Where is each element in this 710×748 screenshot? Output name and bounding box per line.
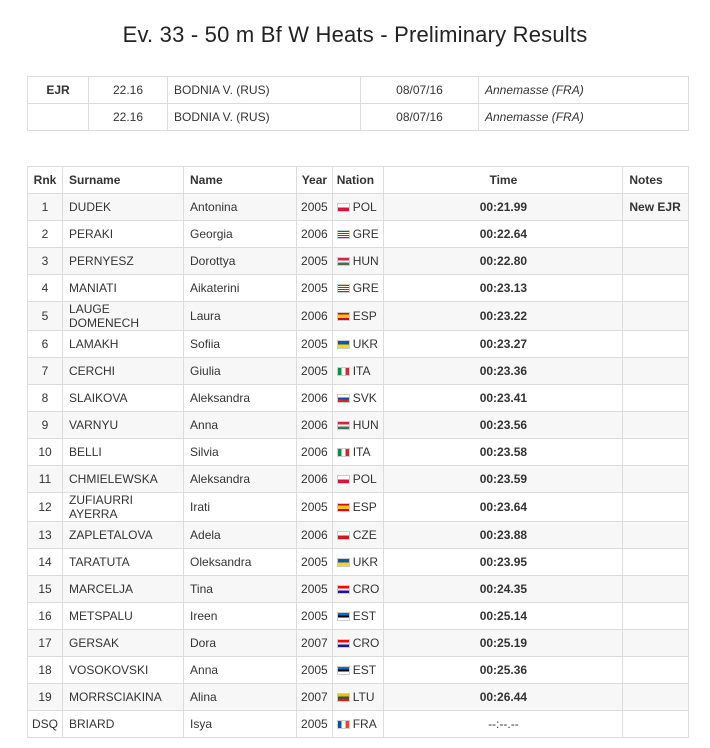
cell-surname: CHMIELEWSKA xyxy=(63,466,184,493)
cell-time: 00:23.13 xyxy=(384,275,623,302)
cell-rank: 12 xyxy=(28,493,63,522)
flag-icon xyxy=(337,340,350,349)
cell-nation xyxy=(332,466,384,493)
cell-time: 00:23.95 xyxy=(384,549,623,576)
results-header-row xyxy=(28,167,689,194)
cell-name: Laura xyxy=(184,302,297,331)
cell-rank: 6 xyxy=(28,331,63,358)
header-name: Name xyxy=(184,167,297,194)
cell-rank: 9 xyxy=(28,412,63,439)
cell-rank: 5 xyxy=(28,302,63,331)
nation-code: GRE xyxy=(352,281,379,295)
cell-year: 2005 xyxy=(297,603,333,630)
cell-year: 2006 xyxy=(297,439,333,466)
record-label xyxy=(28,104,89,131)
cell-rank: 17 xyxy=(28,630,63,657)
cell-notes xyxy=(623,385,689,412)
cell-name: Dora xyxy=(184,630,297,657)
cell-rank: 14 xyxy=(28,549,63,576)
cell-time: 00:21.99 xyxy=(384,194,623,221)
record-holder: BODNIA V. (RUS) xyxy=(168,77,361,104)
nation-code: CZE xyxy=(352,528,377,542)
cell-year: 2006 xyxy=(297,412,333,439)
nation-code: ESP xyxy=(352,309,377,323)
cell-nation xyxy=(332,302,384,331)
cell-year: 2007 xyxy=(297,630,333,657)
cell-surname: MANIATI xyxy=(63,275,184,302)
table-row xyxy=(28,331,689,358)
header-surname: Surname xyxy=(63,167,184,194)
table-row xyxy=(28,576,689,603)
cell-year: 2005 xyxy=(297,576,333,603)
cell-notes xyxy=(623,493,689,522)
cell-surname: LAUGE DOMENECH xyxy=(63,302,184,331)
cell-nation xyxy=(332,576,384,603)
cell-year: 2005 xyxy=(297,275,333,302)
flag-icon xyxy=(337,257,350,266)
cell-year: 2006 xyxy=(297,466,333,493)
cell-rank: 3 xyxy=(28,248,63,275)
cell-time: 00:23.58 xyxy=(384,439,623,466)
cell-year: 2005 xyxy=(297,711,333,738)
table-row xyxy=(28,302,689,331)
cell-name: Isya xyxy=(184,711,297,738)
cell-nation xyxy=(332,331,384,358)
cell-year: 2005 xyxy=(297,549,333,576)
table-row xyxy=(28,385,689,412)
table-row xyxy=(28,493,689,522)
header-notes: Notes xyxy=(623,167,689,194)
cell-surname: SLAIKOVA xyxy=(63,385,184,412)
cell-notes xyxy=(623,275,689,302)
cell-nation xyxy=(332,493,384,522)
table-row xyxy=(28,657,689,684)
cell-time: 00:23.36 xyxy=(384,358,623,385)
cell-time: --:--.-- xyxy=(384,711,623,738)
flag-icon xyxy=(337,693,350,702)
cell-surname: PERAKI xyxy=(63,221,184,248)
cell-rank: 1 xyxy=(28,194,63,221)
cell-nation xyxy=(332,412,384,439)
cell-surname: BRIARD xyxy=(63,711,184,738)
table-row xyxy=(28,275,689,302)
cell-nation xyxy=(332,603,384,630)
record-row xyxy=(28,104,689,131)
nation-code: FRA xyxy=(352,717,377,731)
cell-nation xyxy=(332,439,384,466)
cell-name: Sofiia xyxy=(184,331,297,358)
cell-time: 00:25.19 xyxy=(384,630,623,657)
flag-icon xyxy=(337,503,350,512)
cell-rank: 19 xyxy=(28,684,63,711)
header-time: Time xyxy=(384,167,623,194)
table-row xyxy=(28,194,689,221)
nation-code: UKR xyxy=(352,555,379,569)
cell-surname: PERNYESZ xyxy=(63,248,184,275)
cell-nation xyxy=(332,275,384,302)
cell-time: 00:26.44 xyxy=(384,684,623,711)
cell-year: 2007 xyxy=(297,684,333,711)
cell-time: 00:22.80 xyxy=(384,248,623,275)
cell-time: 00:23.56 xyxy=(384,412,623,439)
cell-name: Aleksandra xyxy=(184,466,297,493)
cell-time: 00:23.88 xyxy=(384,522,623,549)
cell-nation xyxy=(332,630,384,657)
nation-code: HUN xyxy=(352,418,379,432)
nation-code: LTU xyxy=(352,690,375,704)
cell-name: Oleksandra xyxy=(184,549,297,576)
records-table xyxy=(27,76,689,131)
table-row xyxy=(28,549,689,576)
cell-name: Tina xyxy=(184,576,297,603)
cell-surname: MARCELJA xyxy=(63,576,184,603)
cell-nation xyxy=(332,221,384,248)
nation-code: UKR xyxy=(352,337,379,351)
cell-notes: New EJR xyxy=(623,194,689,221)
flag-icon xyxy=(337,230,350,239)
flag-icon xyxy=(337,367,350,376)
cell-name: Irati xyxy=(184,493,297,522)
nation-code: ITA xyxy=(352,445,371,459)
cell-nation xyxy=(332,194,384,221)
flag-icon xyxy=(337,394,350,403)
cell-surname: CERCHI xyxy=(63,358,184,385)
cell-rank: 13 xyxy=(28,522,63,549)
cell-time: 00:23.64 xyxy=(384,493,623,522)
cell-surname: METSPALU xyxy=(63,603,184,630)
cell-time: 00:23.22 xyxy=(384,302,623,331)
cell-notes xyxy=(623,603,689,630)
table-row xyxy=(28,248,689,275)
nation-code: EST xyxy=(352,609,377,623)
cell-rank: 16 xyxy=(28,603,63,630)
record-date: 08/07/16 xyxy=(361,104,479,131)
flag-icon xyxy=(337,312,350,321)
cell-notes xyxy=(623,302,689,331)
record-place: Annemasse (FRA) xyxy=(479,104,689,131)
table-row xyxy=(28,466,689,493)
cell-surname: ZAPLETALOVA xyxy=(63,522,184,549)
cell-name: Dorottya xyxy=(184,248,297,275)
nation-code: GRE xyxy=(352,227,379,241)
nation-code: ITA xyxy=(352,364,371,378)
cell-time: 00:22.64 xyxy=(384,221,623,248)
cell-rank: 8 xyxy=(28,385,63,412)
cell-nation xyxy=(332,385,384,412)
results-table xyxy=(27,166,689,738)
cell-name: Antonina xyxy=(184,194,297,221)
cell-year: 2005 xyxy=(297,657,333,684)
cell-surname: MORRSCIAKINA xyxy=(63,684,184,711)
cell-notes xyxy=(623,331,689,358)
flag-icon xyxy=(337,612,350,621)
cell-notes xyxy=(623,248,689,275)
cell-name: Ireen xyxy=(184,603,297,630)
flag-icon xyxy=(337,666,350,675)
cell-name: Georgia xyxy=(184,221,297,248)
cell-name: Anna xyxy=(184,412,297,439)
cell-time: 00:23.27 xyxy=(384,331,623,358)
flag-icon xyxy=(337,203,350,212)
table-row xyxy=(28,684,689,711)
cell-year: 2005 xyxy=(297,194,333,221)
cell-year: 2006 xyxy=(297,302,333,331)
flag-icon xyxy=(337,475,350,484)
flag-icon xyxy=(337,284,350,293)
cell-surname: GERSAK xyxy=(63,630,184,657)
table-row xyxy=(28,630,689,657)
flag-icon xyxy=(337,720,350,729)
cell-time: 00:23.41 xyxy=(384,385,623,412)
cell-notes xyxy=(623,576,689,603)
flag-icon xyxy=(337,558,350,567)
table-row xyxy=(28,711,689,738)
cell-year: 2006 xyxy=(297,522,333,549)
cell-name: Adela xyxy=(184,522,297,549)
flag-icon xyxy=(337,585,350,594)
cell-rank: 4 xyxy=(28,275,63,302)
table-row xyxy=(28,603,689,630)
nation-code: POL xyxy=(352,472,377,486)
cell-rank: 10 xyxy=(28,439,63,466)
cell-time: 00:24.35 xyxy=(384,576,623,603)
cell-notes xyxy=(623,358,689,385)
header-rnk: Rnk xyxy=(28,167,63,194)
cell-notes xyxy=(623,522,689,549)
cell-nation xyxy=(332,711,384,738)
cell-notes xyxy=(623,630,689,657)
nation-code: HUN xyxy=(352,254,379,268)
cell-notes xyxy=(623,549,689,576)
cell-year: 2006 xyxy=(297,385,333,412)
nation-code: POL xyxy=(352,200,377,214)
cell-time: 00:25.36 xyxy=(384,657,623,684)
cell-time: 00:25.14 xyxy=(384,603,623,630)
record-date: 08/07/16 xyxy=(361,77,479,104)
cell-notes xyxy=(623,684,689,711)
cell-name: Alina xyxy=(184,684,297,711)
flag-icon xyxy=(337,639,350,648)
cell-rank: 15 xyxy=(28,576,63,603)
cell-name: Giulia xyxy=(184,358,297,385)
cell-rank: 7 xyxy=(28,358,63,385)
cell-surname: DUDEK xyxy=(63,194,184,221)
cell-rank: 11 xyxy=(28,466,63,493)
cell-nation xyxy=(332,549,384,576)
cell-nation xyxy=(332,522,384,549)
nation-code: ESP xyxy=(352,500,377,514)
flag-icon xyxy=(337,448,350,457)
page-title: Ev. 33 - 50 m Bf W Heats - Preliminary Results xyxy=(122,22,588,47)
nation-code: CRO xyxy=(352,636,380,650)
cell-year: 2005 xyxy=(297,358,333,385)
cell-year: 2005 xyxy=(297,331,333,358)
cell-notes xyxy=(623,711,689,738)
cell-nation xyxy=(332,657,384,684)
nation-code: EST xyxy=(352,663,377,677)
nation-code: SVK xyxy=(352,391,377,405)
cell-notes xyxy=(623,439,689,466)
cell-surname: VARNYU xyxy=(63,412,184,439)
cell-surname: TARATUTA xyxy=(63,549,184,576)
header-nation: Nation xyxy=(332,167,384,194)
cell-time: 00:23.59 xyxy=(384,466,623,493)
record-place: Annemasse (FRA) xyxy=(479,77,689,104)
cell-name: Aikaterini xyxy=(184,275,297,302)
cell-notes xyxy=(623,466,689,493)
table-row xyxy=(28,522,689,549)
cell-year: 2006 xyxy=(297,221,333,248)
cell-name: Anna xyxy=(184,657,297,684)
table-row xyxy=(28,358,689,385)
cell-rank: 2 xyxy=(28,221,63,248)
nation-code: CRO xyxy=(352,582,380,596)
cell-name: Aleksandra xyxy=(184,385,297,412)
flag-icon xyxy=(337,531,350,540)
cell-surname: LAMAKH xyxy=(63,331,184,358)
cell-rank: DSQ xyxy=(28,711,63,738)
cell-surname: VOSOKOVSKI xyxy=(63,657,184,684)
cell-year: 2005 xyxy=(297,248,333,275)
cell-notes xyxy=(623,412,689,439)
record-label: EJR xyxy=(28,77,89,104)
cell-notes xyxy=(623,221,689,248)
flag-icon xyxy=(337,421,350,430)
cell-notes xyxy=(623,657,689,684)
cell-rank: 18 xyxy=(28,657,63,684)
cell-year: 2005 xyxy=(297,493,333,522)
cell-name: Silvia xyxy=(184,439,297,466)
record-time: 22.16 xyxy=(89,77,168,104)
record-row xyxy=(28,77,689,104)
cell-nation xyxy=(332,684,384,711)
cell-surname: ZUFIAURRI AYERRA xyxy=(63,493,184,522)
cell-nation xyxy=(332,358,384,385)
record-time: 22.16 xyxy=(89,104,168,131)
record-holder: BODNIA V. (RUS) xyxy=(168,104,361,131)
table-row xyxy=(28,439,689,466)
header-year: Year xyxy=(297,167,333,194)
table-row xyxy=(28,412,689,439)
cell-surname: BELLI xyxy=(63,439,184,466)
table-row xyxy=(28,221,689,248)
cell-nation xyxy=(332,248,384,275)
